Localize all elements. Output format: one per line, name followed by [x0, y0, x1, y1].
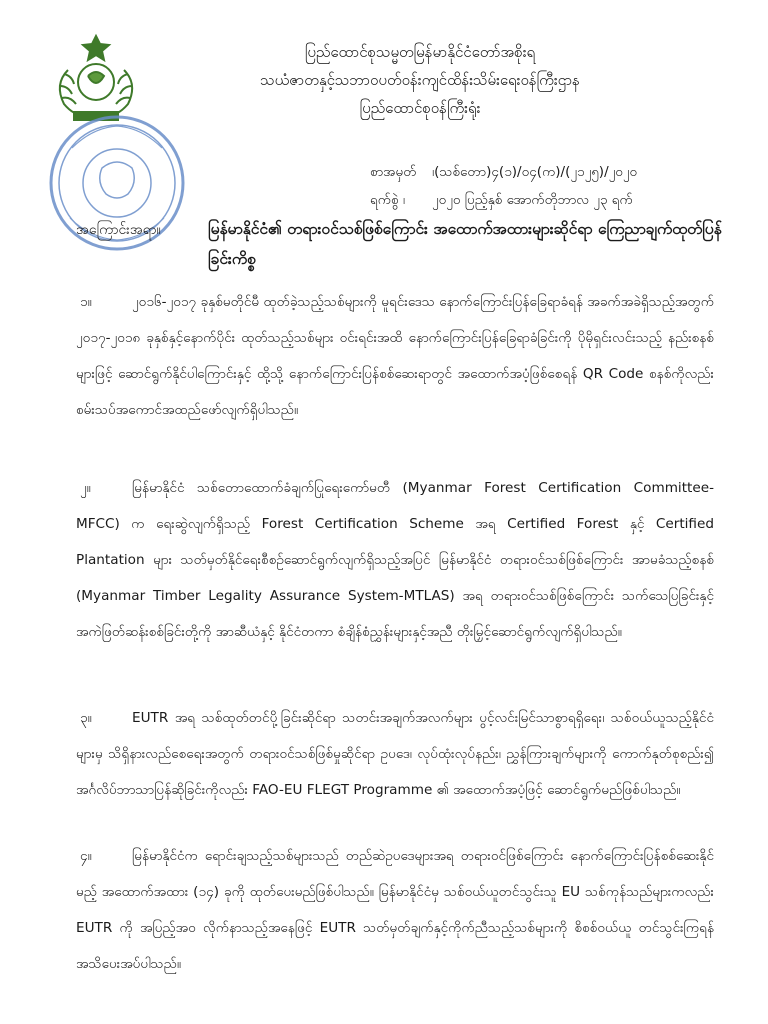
- letter-number-row: [370, 158, 730, 186]
- paragraph-text: ၂၀၁၆-၂၀၁၇ ခုနှစ်မတိုင်မီ ထုတ်ခဲ့သည့်သစ်များကို မူရင်းဒေသ နောက်ကြောင်းပြန်ခြေရာခံရန် အခက်အခဲရှိသည့်အတွက် ၂၀၁၇-၂၀၁၈ ခုနှစ်နှင့်နောက်ပိုင်း ထုတ်သည့်သစ်များ ဝင်းရင်းအထိ နောက်ကြောင်းပြန်ခြေရာခံခြင်းကို ပိုမိုရှင်းလင်းသည့် နည်းစနစ်များဖြင့် ဆောင်ရွက်နိုင်ပါကြောင်းနှင့် ထို့သို့ နောက်ကြောင်းပြန်စစ်ဆေးရာတွင် အထောက်အပံ့ဖြစ်စေရန် QR Code စနစ်ကိုလည်း စမ်းသပ်အကောင်အထည်ဖော်လျက်ရှိပါသည်။: [76, 294, 714, 418]
- paragraph-number: ၁။: [80, 294, 92, 310]
- date-value: ၂၀၂၀ ပြည့်နှစ် အောက်တိုဘာလ ၂၃ ရက်: [432, 192, 633, 208]
- paragraph-number: ၃။: [80, 710, 92, 726]
- paragraph-1: [76, 284, 714, 428]
- letterhead-ministry: သယံဇာတနှင့်သဘာဝပတ်ဝန်းကျင်ထိန်းသိမ်းရေးဝန်ကြီးဌာန: [260, 71, 580, 89]
- paragraph-number: ၄။: [80, 848, 92, 864]
- reference-block: [370, 158, 730, 214]
- paragraph-2: [76, 470, 714, 650]
- paragraph-4: [76, 838, 714, 982]
- date-label: ရက်စွဲ ၊: [370, 192, 405, 208]
- letter-number-value: ၊(သစ်တော)၄(၁)/၀၄(က)/(၂၁၂၅)/၂၀၂၀: [432, 164, 638, 180]
- letterhead: [150, 38, 690, 122]
- paragraph-text: EUTR အရ သစ်ထုတ်တင်ပို့ခြင်းဆိုင်ရာ သတင်းအချက်အလက်များ ပွင့်လင်းမြင်သာစွာရရှိရေး၊ သစ်ဝယ်ယူသည့်နိုင်ငံများမှ သိရှိနားလည်စေရေးအတွက် တရားဝင်သစ်ဖြစ်မှုဆိုင်ရာ ဥပဒေ၊ လုပ်ထုံးလုပ်နည်း၊ ညွှန်ကြားချက်များကို ကောက်နုတ်စုစည်း၍ အင်္ဂလိပ်ဘာသာပြန်ဆိုခြင်းကိုလည်း FAO-EU FLEGT Programme ၏ အထောက်အပံ့ဖြင့် ဆောင်ရွက်မည်ဖြစ်ပါသည်။: [76, 710, 714, 798]
- paragraph-text: မြန်မာနိုင်ငံက ရောင်းချသည့်သစ်များသည် တည်ဆဲဥပဒေများအရ တရားဝင်ဖြစ်ကြောင်း နောက်ကြောင်းပြန်စစ်ဆေးနိုင်မည့် အထောက်အထား (၁၄) ခုကို ထုတ်ပေးမည်ဖြစ်ပါသည်။ မြန်မာနိုင်ငံမှ သစ်ဝယ်ယူတင်သွင်းသူ EU သစ်ကုန်သည်များကလည်း EUTR ကို အပြည့်အဝ လိုက်နာသည့်အနေဖြင့် EUTR သတ်မှတ်ချက်နှင့်ကိုက်ညီသည့်သစ်များကို စိစစ်ဝယ်ယူ တင်သွင်းကြရန် အသိပေးအပ်ပါသည်။: [76, 848, 714, 972]
- subject-label: အကြောင်းအရာ။: [76, 222, 161, 238]
- paragraph-text: မြန်မာနိုင်ငံ သစ်တောထောက်ခံချက်ပြုရေးကော်မတီ (Myanmar Forest Certification Committee-MFCC) က ရေးဆွဲလျက်ရှိသည့် Forest Certification Scheme အရ Certified Forest နှင့် Certified Plantation များ သတ်မှတ်နိုင်ရေးစီစဉ်ဆောင်ရွက်လျက်ရှိသည့်အပြင် မြန်မာနိုင်ငံ တရားဝင်သစ်ဖြစ်ကြောင်း အာမခံသည့်စနစ် (Myanmar Timber Legality Assurance System-MTLAS) အရ တရားဝင်သစ်ဖြစ်ကြောင်း သက်သေပြခြင်းနှင့် အကဲဖြတ်ဆန်းစစ်ခြင်းတို့ကို အာဆီယံနှင့် နိုင်ငံတကာ စံချိန်စံညွှန်းများနှင့်အညီ တိုးမြှင့်ဆောင်ရွက်လျက်ရှိပါသည်။: [76, 480, 714, 640]
- paragraph-number: ၂။: [80, 480, 91, 496]
- letterhead-government: ပြည်ထောင်စုသမ္မတမြန်မာနိုင်ငံတော်အစိုးရ: [304, 43, 536, 61]
- letterhead-office: ပြည်ထောင်စုဝန်ကြီးရုံး: [359, 99, 481, 117]
- letter-number-label: စာအမှတ်: [370, 164, 417, 180]
- paragraph-3: [76, 700, 714, 808]
- date-row: [370, 186, 730, 214]
- subject-text: မြန်မာနိုင်ငံ၏ တရားဝင်သစ်ဖြစ်ကြောင်း အထောက်အထားများဆိုင်ရာ ကြေညာချက်ထုတ်ပြန်ခြင်းကိစ္စ: [208, 220, 722, 268]
